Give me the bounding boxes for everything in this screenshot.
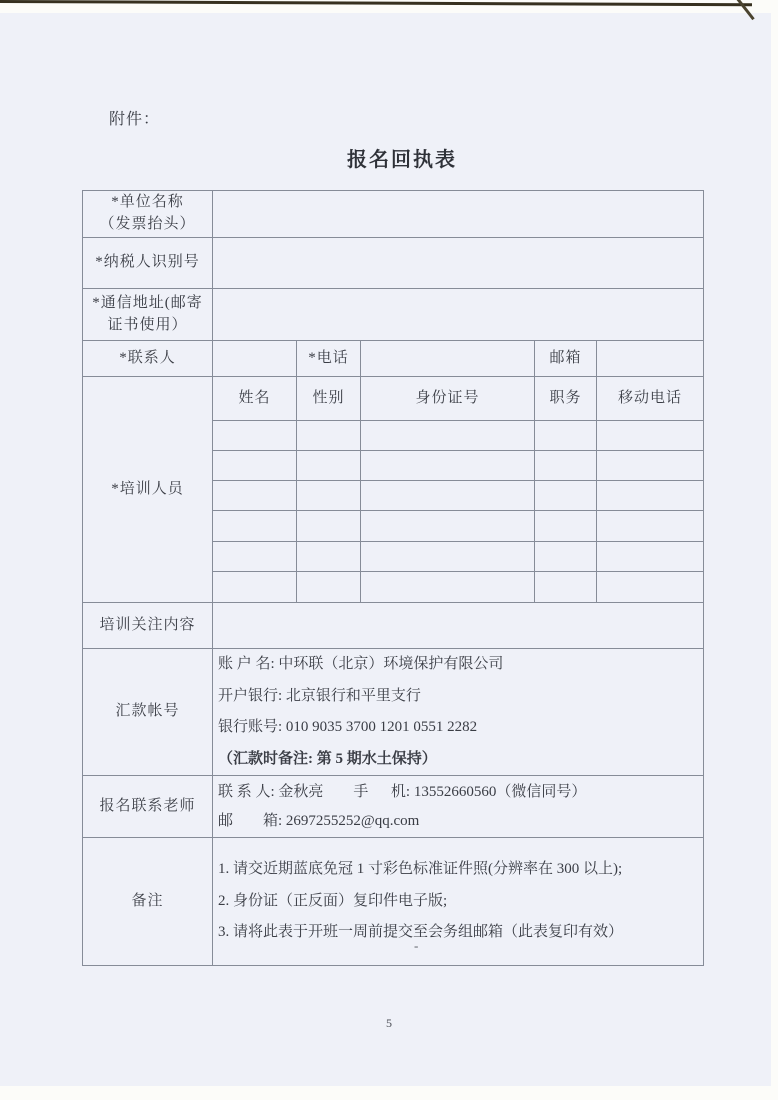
row-training-focus — [83, 603, 704, 649]
mailing-address-label-line1: *通信地址(邮寄 — [92, 294, 203, 311]
trainee-cell — [361, 481, 535, 511]
trainee-cell — [535, 511, 597, 542]
trainee-cell — [213, 572, 297, 603]
remarks-item-2: 2. 身份证（正反面）复印件电子版; — [218, 892, 448, 909]
unit-name-value-cell — [213, 191, 704, 238]
row-contact — [83, 341, 704, 377]
unit-name-label-line2: （发票抬头） — [99, 216, 196, 232]
row-mailing-address — [83, 289, 704, 341]
remittance-bank: 开户银行: 北京银行和平里支行 — [218, 687, 421, 704]
trainee-cell — [535, 542, 597, 572]
remittance-label: 汇款帐号 — [83, 649, 213, 776]
remarks-item-3: 3. 请将此表于开班一周前提交至会务组邮箱（此表复印有效） — [218, 924, 624, 941]
scan-edge-artifact — [0, 0, 752, 6]
trainees-col-name: 姓名 — [213, 377, 297, 421]
unit-name-label-line1: *单位名称 — [111, 194, 184, 211]
row-trainees-header — [83, 377, 704, 421]
row-unit-name — [83, 191, 704, 238]
row-registration-teacher — [83, 776, 704, 838]
trainees-col-mobile: 移动电话 — [597, 377, 704, 421]
trainee-cell — [597, 451, 704, 481]
trainee-cell — [597, 542, 704, 572]
trainee-cell — [361, 542, 535, 572]
remittance-details-cell — [213, 649, 704, 776]
taxpayer-id-label: *纳税人识别号 — [83, 238, 213, 289]
trainee-cell — [597, 572, 704, 603]
trainee-cell — [297, 451, 361, 481]
contact-phone-value-cell — [361, 341, 535, 377]
trainees-col-gender: 性别 — [297, 377, 361, 421]
trainee-cell — [361, 421, 535, 451]
registration-teacher-details-cell — [213, 776, 704, 838]
trainee-cell — [297, 421, 361, 451]
unit-name-label — [83, 191, 213, 238]
teacher-email-line: 邮 箱: 2697255252@qq.com — [218, 812, 420, 829]
mailing-address-label-line2: 证书使用） — [107, 316, 188, 333]
trainee-cell — [535, 481, 597, 511]
trainees-label: *培训人员 — [83, 377, 213, 603]
row-remittance — [83, 649, 704, 776]
remittance-account-number: 银行账号: 010 9035 3700 1201 0551 2282 — [218, 719, 478, 735]
trainee-cell — [361, 572, 535, 603]
trainee-cell — [597, 481, 704, 511]
trainees-col-id-number: 身份证号 — [361, 377, 535, 421]
trainee-cell — [213, 481, 297, 511]
page-number: 5 — [386, 1016, 392, 1030]
trainee-cell — [597, 511, 704, 542]
row-taxpayer-id — [83, 238, 704, 289]
training-focus-value-cell — [213, 603, 704, 649]
mailing-address-value-cell — [213, 289, 704, 341]
contact-email-label: 邮箱 — [535, 341, 597, 377]
contact-email-value-cell — [597, 341, 704, 377]
attachment-label: 附件： — [109, 111, 161, 128]
registration-teacher-label: 报名联系老师 — [83, 776, 213, 838]
trainee-cell — [213, 511, 297, 542]
trainee-cell — [597, 421, 704, 451]
trainee-cell — [297, 481, 361, 511]
contact-label: *联系人 — [83, 341, 213, 377]
trainee-cell — [535, 451, 597, 481]
trainees-col-position: 职务 — [535, 377, 597, 421]
training-focus-label: 培训关注内容 — [83, 603, 213, 649]
mailing-address-label — [83, 289, 213, 341]
trainee-cell — [213, 451, 297, 481]
registration-form-table — [82, 190, 704, 966]
contact-value-cell — [213, 341, 297, 377]
teacher-contact-line: 联 系 人: 金秋亮 手 机: 13552660560（微信同号） — [218, 784, 587, 800]
trainee-cell — [297, 542, 361, 572]
remittance-note: （汇款时备注: 第 5 期水土保持） — [218, 750, 437, 767]
contact-phone-label: *电话 — [297, 341, 361, 377]
trainee-cell — [213, 542, 297, 572]
trainee-cell — [361, 451, 535, 481]
remarks-details-cell — [213, 838, 704, 966]
taxpayer-id-value-cell — [213, 238, 704, 289]
trainee-cell — [535, 421, 597, 451]
row-remarks — [83, 838, 704, 966]
remarks-item-1: 1. 请交近期蓝底免冠 1 寸彩色标准证件照(分辨率在 300 以上); — [218, 861, 623, 878]
remittance-account-name: 账 户 名: 中环联（北京）环境保护有限公司 — [218, 656, 504, 672]
scan-stray-dash: - — [414, 938, 419, 953]
trainee-cell — [297, 511, 361, 542]
trainee-cell — [535, 572, 597, 603]
trainee-cell — [361, 511, 535, 542]
remarks-label: 备注 — [83, 838, 213, 966]
trainee-cell — [213, 421, 297, 451]
page-title: 报名回执表 — [347, 149, 457, 171]
trainee-cell — [297, 572, 361, 603]
